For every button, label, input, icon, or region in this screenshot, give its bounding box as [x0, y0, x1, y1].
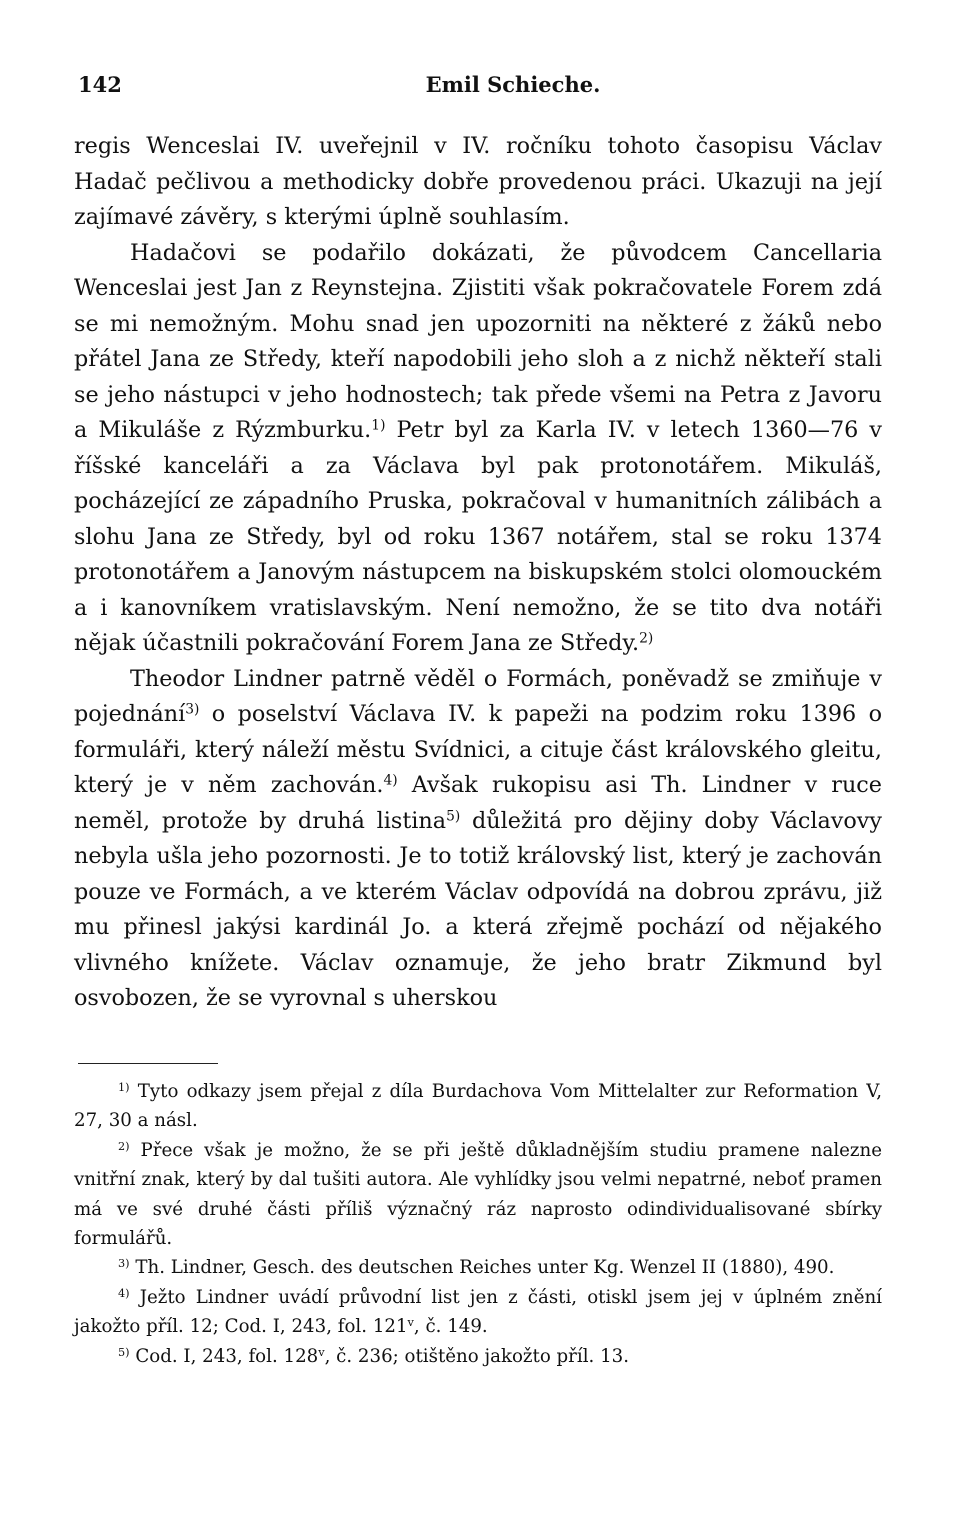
paragraph-3-text-c: Avšak rukopisu asi Th. Lindner v ruce neměl, protože by druhá listina: [74, 772, 882, 834]
footnote-ref-3: 3): [185, 701, 200, 718]
footnote-mark: 5): [118, 1345, 130, 1359]
footnote-2: [74, 1136, 882, 1254]
footnote-mark: 4): [118, 1286, 130, 1300]
footnote-mark: 2): [118, 1139, 130, 1153]
footnote-mark: 3): [118, 1257, 130, 1271]
footnote-ref-4: 4): [383, 772, 398, 789]
footnote-separator: [78, 1063, 218, 1064]
footnote-text: Tyto odkazy jsem přejal z díla Burdachova Vom Mittelalter zur Reformation V, 27, 30 a násl.: [74, 1081, 882, 1132]
footnote-5: [74, 1342, 882, 1371]
paragraph-2-text-b: Petr byl za Karla IV. v letech 1360—76 v říšské kanceláři a za Václava byl pak protonotářem. Mikuláš, pocházející ze západního Pruska, pokračoval v humanitních zálibách a slohu Jana ze Středy, byl od roku 1367 notářem, stal se roku 1374 protonotářem a Janovým nástupcem na biskupském stolci olomouckém a i kanovníkem vratislavským. Není nemožno, že se tito dva notáři nějak účastnili pokračování Forem Jana ze Středy.: [74, 417, 882, 656]
running-title: Emil Schieche.: [425, 72, 601, 97]
paragraph-2: [74, 236, 882, 662]
paragraph-1: [74, 129, 882, 236]
folio-verso-mark: v: [318, 1345, 325, 1359]
footnote-ref-1: 1): [371, 417, 386, 434]
footnote-mark: 1): [118, 1080, 130, 1094]
paragraph-1-text: regis Wenceslai IV. uveřejnil v IV. ročníku tohoto časopisu Václav Hadač pečlivou a methodicky dobře provedenou práci. Ukazuji na její zajímavé závěry, s kterými úplně souhlasím.: [74, 133, 882, 230]
paragraph-3-text-d: důležitá pro dějiny doby Václavovy nebyla ušla jeho pozornosti. Je to totiž královský list, který je zachován pouze ve Formách, a ve kterém Václav odpovídá na dobrou zprávu, již mu přinesl jakýsi kardinál Jo. a která zřejmě pochází od nějakého vlivného knížete. Václav oznamuje, že jeho bratr Zikmund byl osvobozen, že se vyrovnal s uherskou: [74, 807, 882, 1011]
paragraph-2-text-a: Hadačovi se podařilo dokázati, že původcem Cancellaria Wenceslai jest Jan z Reynstejna. Zjistiti však pokračovatele Forem zdá se mi nemožným. Mohu snad jen upozorniti na některé z žáků nebo přátel Jana ze Středy, kteří napodobili jeho sloh a z nichž někteří stali se jeho nástupci v jeho hodnostech; tak přede všemi na Petra z Javoru a Mikuláše z Rýzmburku.: [74, 239, 882, 443]
footnote-4: [74, 1283, 882, 1342]
paragraph-3-text-b: o poselství Václava IV. k papeži na podzim roku 1396 o formuláři, který náleží městu Svídnici, a cituje část královského gleitu, který je v něm zachován.: [74, 701, 882, 798]
footnote-text: Th. Lindner, Gesch. des deutschen Reiches unter Kg. Wenzel II (1880), 490.: [129, 1257, 835, 1279]
footnote-text-tail: , č. 149.: [413, 1316, 488, 1338]
folio-verso-mark: v: [407, 1316, 414, 1330]
paragraph-3-text-a: Theodor Lindner patrně věděl o Formách, poněvadž se zmiňuje v pojednání: [74, 665, 882, 727]
footnote-text: Cod. I, 243, fol. 128: [129, 1345, 319, 1367]
footnote-text-tail: , č. 236; otištěno jakožto příl. 13.: [324, 1345, 630, 1367]
footnote-text: Přece však je možno, že se při ještě důkladnějším studiu pramene nalezne vnitřní znak, který by dal tušiti autora. Ale vyhlídky jsou velmi nepatrné, neboť pramen má ve své druhé části příliš význačný ráz naprosto odindividualisované sbírky formulářů.: [74, 1139, 882, 1250]
page-number: 142: [78, 72, 122, 97]
footnotes: [74, 1077, 882, 1371]
paragraph-3: [74, 662, 882, 1017]
footnote-1: [74, 1077, 882, 1136]
body-text: [74, 129, 882, 1017]
footnote-ref-5: 5): [446, 807, 461, 824]
running-head: [74, 72, 882, 102]
footnote-3: [74, 1253, 882, 1282]
footnote-text: Ježto Lindner uvádí průvodní list jen z části, otiskl jsem jej v úplném znění jakožto příl. 12; Cod. I, 243, fol. 121: [74, 1286, 882, 1338]
footnote-ref-2: 2): [639, 630, 654, 647]
